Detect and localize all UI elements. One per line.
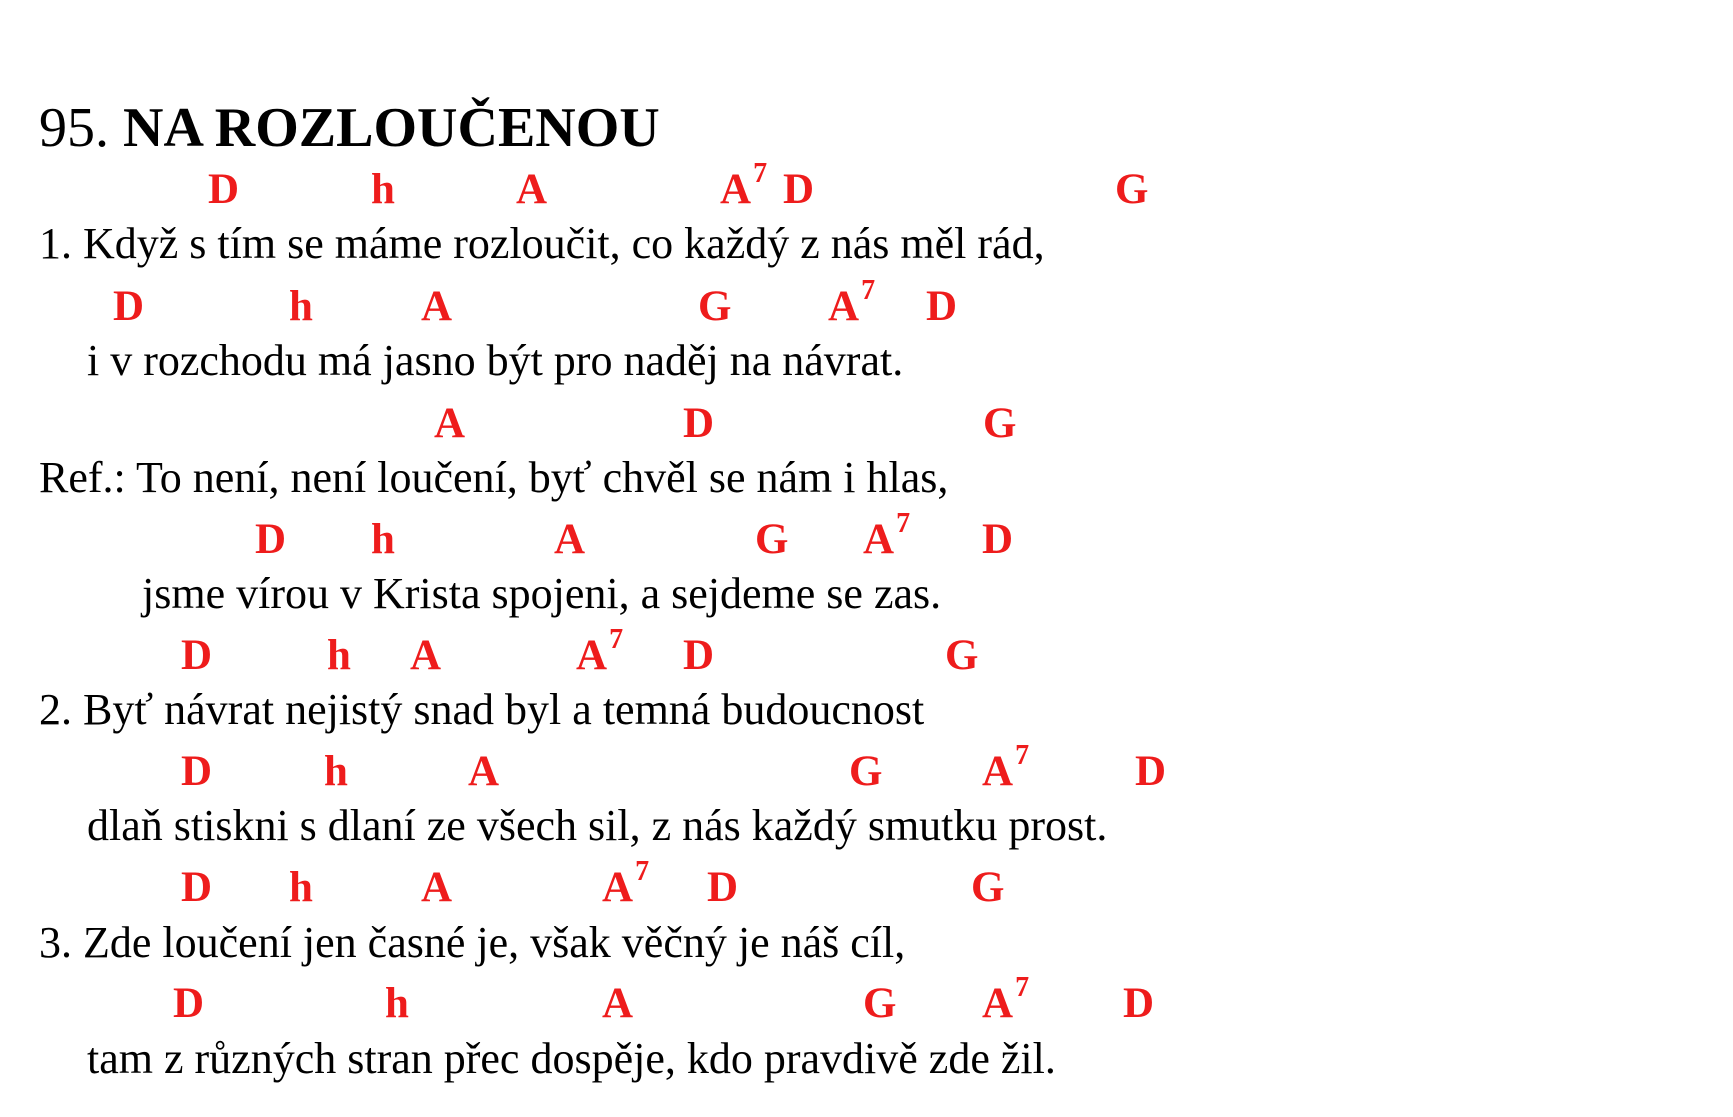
chord-root: G bbox=[983, 400, 1017, 447]
chord bbox=[1115, 166, 1148, 214]
chord-root: A bbox=[554, 516, 586, 563]
chord-root: h bbox=[371, 516, 395, 563]
chord bbox=[863, 980, 896, 1028]
chord-root: D bbox=[255, 516, 287, 563]
chord bbox=[863, 508, 911, 564]
chord bbox=[181, 864, 212, 912]
chord-extension: 7 bbox=[861, 275, 876, 306]
chord bbox=[983, 400, 1016, 448]
chord bbox=[208, 166, 239, 214]
chord-root: A bbox=[410, 632, 442, 679]
chord-root: A bbox=[516, 166, 548, 213]
chord bbox=[516, 166, 547, 214]
chord-root: h bbox=[289, 864, 313, 911]
chord bbox=[113, 283, 144, 331]
song-title bbox=[39, 96, 660, 160]
chord bbox=[698, 283, 731, 331]
chord bbox=[468, 748, 499, 796]
chord bbox=[327, 632, 351, 680]
chord-root: A bbox=[863, 516, 895, 563]
chord-root: A bbox=[434, 400, 466, 447]
chord-root: A bbox=[602, 864, 634, 911]
chord bbox=[576, 624, 624, 680]
lyric-line: 1. Když s tím se máme rozloučit, co každý z nás měl rád, bbox=[39, 219, 1045, 268]
chord bbox=[683, 632, 714, 680]
chord-root: A bbox=[982, 748, 1014, 795]
chord-root: G bbox=[971, 864, 1005, 911]
chord-root: G bbox=[945, 632, 979, 679]
chord bbox=[324, 748, 348, 796]
chord bbox=[434, 400, 465, 448]
chord bbox=[926, 283, 957, 331]
chord bbox=[783, 166, 814, 214]
chord bbox=[683, 400, 714, 448]
chord-root: A bbox=[468, 748, 500, 795]
chord bbox=[755, 516, 788, 564]
chord bbox=[982, 516, 1013, 564]
lyric-line: 3. Zde loučení jen časné je, však věčný je náš cíl, bbox=[39, 918, 906, 967]
chord bbox=[181, 748, 212, 796]
chord-root: D bbox=[982, 516, 1014, 563]
chord-root: A bbox=[828, 283, 860, 330]
chord-root: D bbox=[926, 283, 958, 330]
chord bbox=[720, 158, 768, 214]
chord bbox=[945, 632, 978, 680]
chord bbox=[982, 972, 1030, 1028]
chord bbox=[371, 516, 395, 564]
chord-root: D bbox=[683, 400, 715, 447]
lyric-line: tam z různých stran přec dospěje, kdo pravdivě zde žil. bbox=[87, 1034, 1056, 1083]
chord-root: D bbox=[181, 748, 213, 795]
chord-extension: 7 bbox=[1015, 740, 1030, 771]
chord-root: A bbox=[982, 980, 1014, 1027]
chord-extension: 7 bbox=[753, 158, 768, 189]
chord bbox=[181, 632, 212, 680]
chord bbox=[971, 864, 1004, 912]
chord-root: G bbox=[698, 283, 732, 330]
chord bbox=[707, 864, 738, 912]
chord-root: D bbox=[208, 166, 240, 213]
lyric-line: i v rozchodu má jasno být pro naděj na návrat. bbox=[87, 336, 904, 385]
chord-root: D bbox=[1123, 980, 1155, 1027]
chord-extension: 7 bbox=[1015, 972, 1030, 1003]
chord-root: D bbox=[113, 283, 145, 330]
chord bbox=[289, 283, 313, 331]
chord-root: D bbox=[783, 166, 815, 213]
chord-root: D bbox=[1135, 748, 1167, 795]
chord bbox=[421, 864, 452, 912]
chord-root: h bbox=[327, 632, 351, 679]
chord bbox=[173, 980, 204, 1028]
lyric-line: jsme vírou v Krista spojeni, a sejdeme se zas. bbox=[142, 569, 942, 618]
chord bbox=[421, 283, 452, 331]
chord-root: h bbox=[385, 980, 409, 1027]
lyric-line: 2. Byť návrat nejistý snad byl a temná budoucnost bbox=[39, 685, 925, 734]
chord-root: G bbox=[1115, 166, 1149, 213]
chord-root: D bbox=[181, 864, 213, 911]
chord-root: A bbox=[602, 980, 634, 1027]
chord-root: A bbox=[421, 283, 453, 330]
chord-root: A bbox=[576, 632, 608, 679]
chord bbox=[849, 748, 882, 796]
song-number: 95. bbox=[39, 97, 109, 159]
chord bbox=[1123, 980, 1154, 1028]
chord bbox=[255, 516, 286, 564]
lyric-line: dlaň stiskni s dlaní ze všech sil, z nás každý smutku prost. bbox=[87, 801, 1108, 850]
chord-root: h bbox=[324, 748, 348, 795]
chord bbox=[982, 740, 1030, 796]
chord bbox=[289, 864, 313, 912]
chord bbox=[554, 516, 585, 564]
lyric-line: Ref.: To není, není loučení, byť chvěl se nám i hlas, bbox=[39, 453, 949, 502]
chord bbox=[371, 166, 395, 214]
chord-root: h bbox=[289, 283, 313, 330]
chord-root: D bbox=[181, 632, 213, 679]
song-name: NA ROZLOUČENOU bbox=[123, 97, 660, 159]
chord-extension: 7 bbox=[609, 624, 624, 655]
chord bbox=[410, 632, 441, 680]
chord-root: D bbox=[707, 864, 739, 911]
chord-root: G bbox=[849, 748, 883, 795]
chord-extension: 7 bbox=[896, 508, 911, 539]
chord-root: G bbox=[863, 980, 897, 1027]
chord-root: A bbox=[421, 864, 453, 911]
chord bbox=[602, 856, 650, 912]
chord bbox=[1135, 748, 1166, 796]
chord bbox=[385, 980, 409, 1028]
chord-root: D bbox=[683, 632, 715, 679]
chord-root: D bbox=[173, 980, 205, 1027]
chord-extension: 7 bbox=[635, 856, 650, 887]
chord-root: G bbox=[755, 516, 789, 563]
chord-root: h bbox=[371, 166, 395, 213]
chord-root: A bbox=[720, 166, 752, 213]
chord bbox=[828, 275, 876, 331]
chord bbox=[602, 980, 633, 1028]
